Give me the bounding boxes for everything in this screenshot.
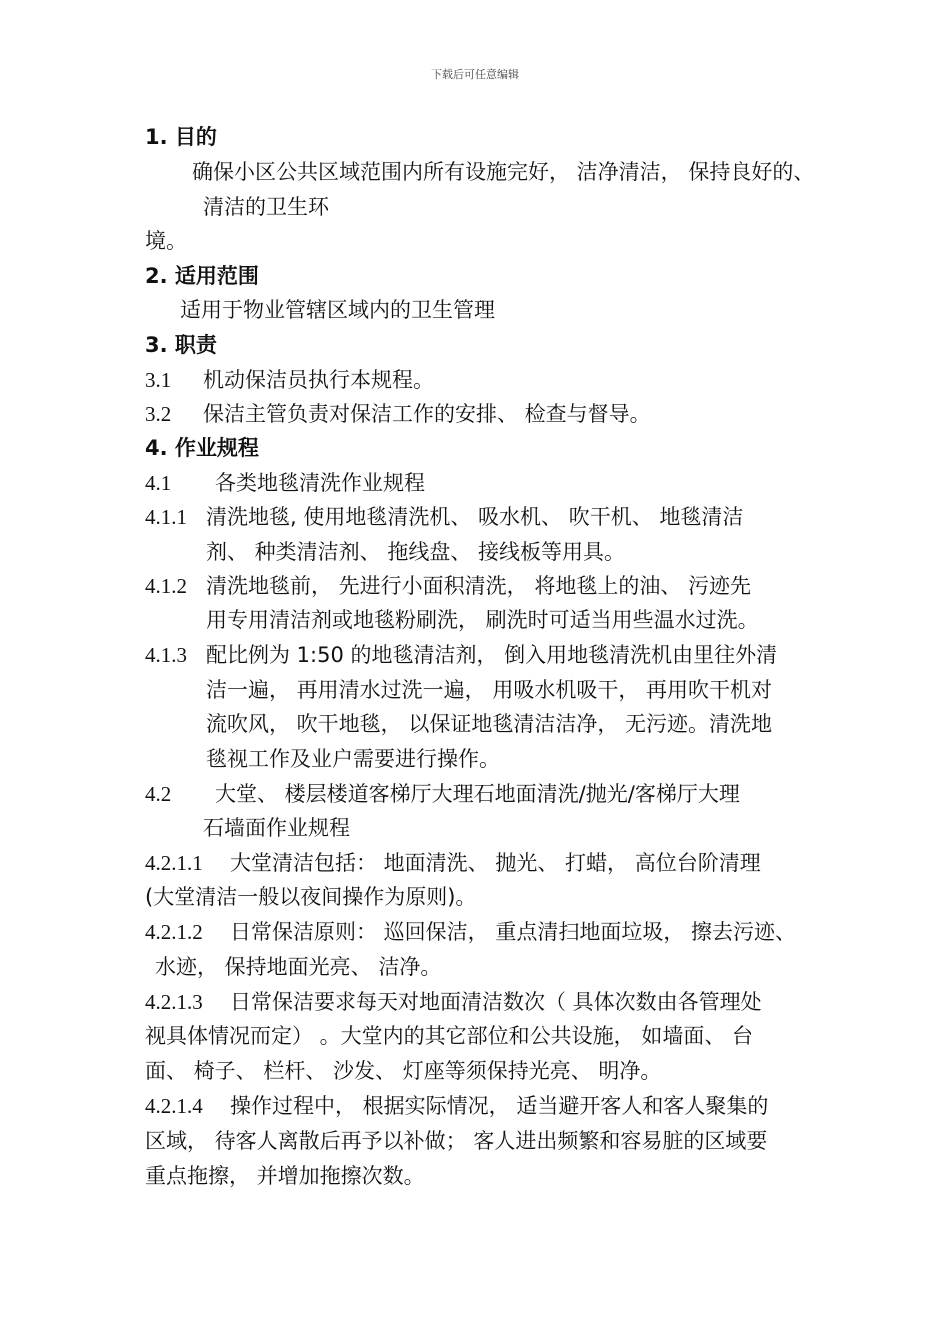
clause-text: 机动保洁员执行本规程。	[203, 368, 434, 392]
clause-text: 洁一遍， 再用清水过洗一遍， 用吸水机吸干， 再用吹干机对	[206, 678, 773, 702]
clause-text: 日常保洁原则： 巡回保洁， 重点清扫地面垃圾， 擦去污迹、	[230, 920, 797, 944]
section-1-text: 境。	[145, 229, 187, 253]
clause-number: 3.1	[145, 368, 172, 392]
clause-number: 4.2.1.1	[145, 851, 203, 875]
section-1-text: 确保小区公共区域范围内所有设施完好， 洁净清洁， 保持良好的、	[192, 160, 815, 184]
clause-text: 清洗地毯, 使用地毯清洗机、 吸水机、 吹干机、 地毯清洁	[206, 505, 744, 529]
clause-text: 面、 椅子、 栏杆、 沙发、 灯座等须保持光亮、 明净。	[145, 1059, 662, 1083]
clause-number: 4.1.3	[145, 643, 187, 667]
clause-number: 4.2	[145, 782, 172, 806]
section-3-title: 3. 职责	[145, 333, 217, 357]
clause-text: 保洁主管负责对保洁工作的安排、 检查与督导。	[203, 402, 651, 426]
clause-text: 大堂、 楼层楼道客梯厅大理石地面清洗/抛光/客梯厅大理	[215, 782, 740, 806]
section-1-text: 清洁的卫生环	[203, 195, 329, 219]
clause-text: 清洗地毯前， 先进行小面积清洗， 将地毯上的油、 污迹先	[206, 574, 752, 598]
clause-text: 操作过程中， 根据实际情况， 适当避开客人和客人聚集的	[230, 1094, 769, 1118]
clause-text: 配比例为 1:50 的地毯清洁剂， 倒入用地毯清洗机由里往外清	[206, 643, 778, 667]
clause-text: 大堂清洁包括： 地面清洗、 抛光、 打蜡， 高位台阶清理	[230, 851, 761, 875]
clause-number: 4.1.1	[145, 505, 187, 529]
section-1-title: 1. 目的	[145, 125, 217, 149]
section-4-title: 4. 作业规程	[145, 436, 259, 460]
clause-number: 4.1	[145, 471, 172, 495]
clause-number: 4.1.2	[145, 574, 187, 598]
clause-number: 4.2.1.4	[145, 1094, 203, 1118]
clause-text: 各类地毯清洗作业规程	[215, 471, 425, 495]
section-2-text: 适用于物业管辖区域内的卫生管理	[180, 298, 495, 322]
clause-text: 视具体情况而定） 。大堂内的其它部位和公共设施， 如墙面、 台	[145, 1024, 754, 1048]
clause-text: 毯视工作及业户需要进行操作。	[206, 747, 500, 771]
clause-text: (大堂清洁一般以夜间操作为原则)。	[145, 885, 477, 909]
clause-text: 剂、 种类清洁剂、 拖线盘、 接线板等用具。	[206, 540, 626, 564]
clause-text: 流吹风， 吹干地毯， 以保证地毯清洁洁净， 无污迹。清洗地	[206, 712, 773, 736]
section-2-title: 2. 适用范围	[145, 264, 259, 288]
clause-text: 区域， 待客人离散后再予以补做； 客人进出频繁和容易脏的区域要	[145, 1129, 768, 1153]
clause-text: 用专用清洁剂或地毯粉刷洗， 刷洗时可适当用些温水过洗。	[206, 608, 759, 632]
clause-text: 水迹， 保持地面光亮、 洁净。	[155, 955, 442, 979]
clause-text: 重点拖擦， 并增加拖擦次数。	[145, 1164, 425, 1188]
clause-number: 4.2.1.3	[145, 990, 203, 1014]
page-header-note: 下载后可任意编辑	[431, 68, 519, 81]
clause-text: 石墙面作业规程	[203, 816, 350, 840]
clause-number: 4.2.1.2	[145, 920, 203, 944]
clause-number: 3.2	[145, 402, 172, 426]
clause-text: 日常保洁要求每天对地面清洁数次（ 具体次数由各管理处	[230, 990, 762, 1014]
